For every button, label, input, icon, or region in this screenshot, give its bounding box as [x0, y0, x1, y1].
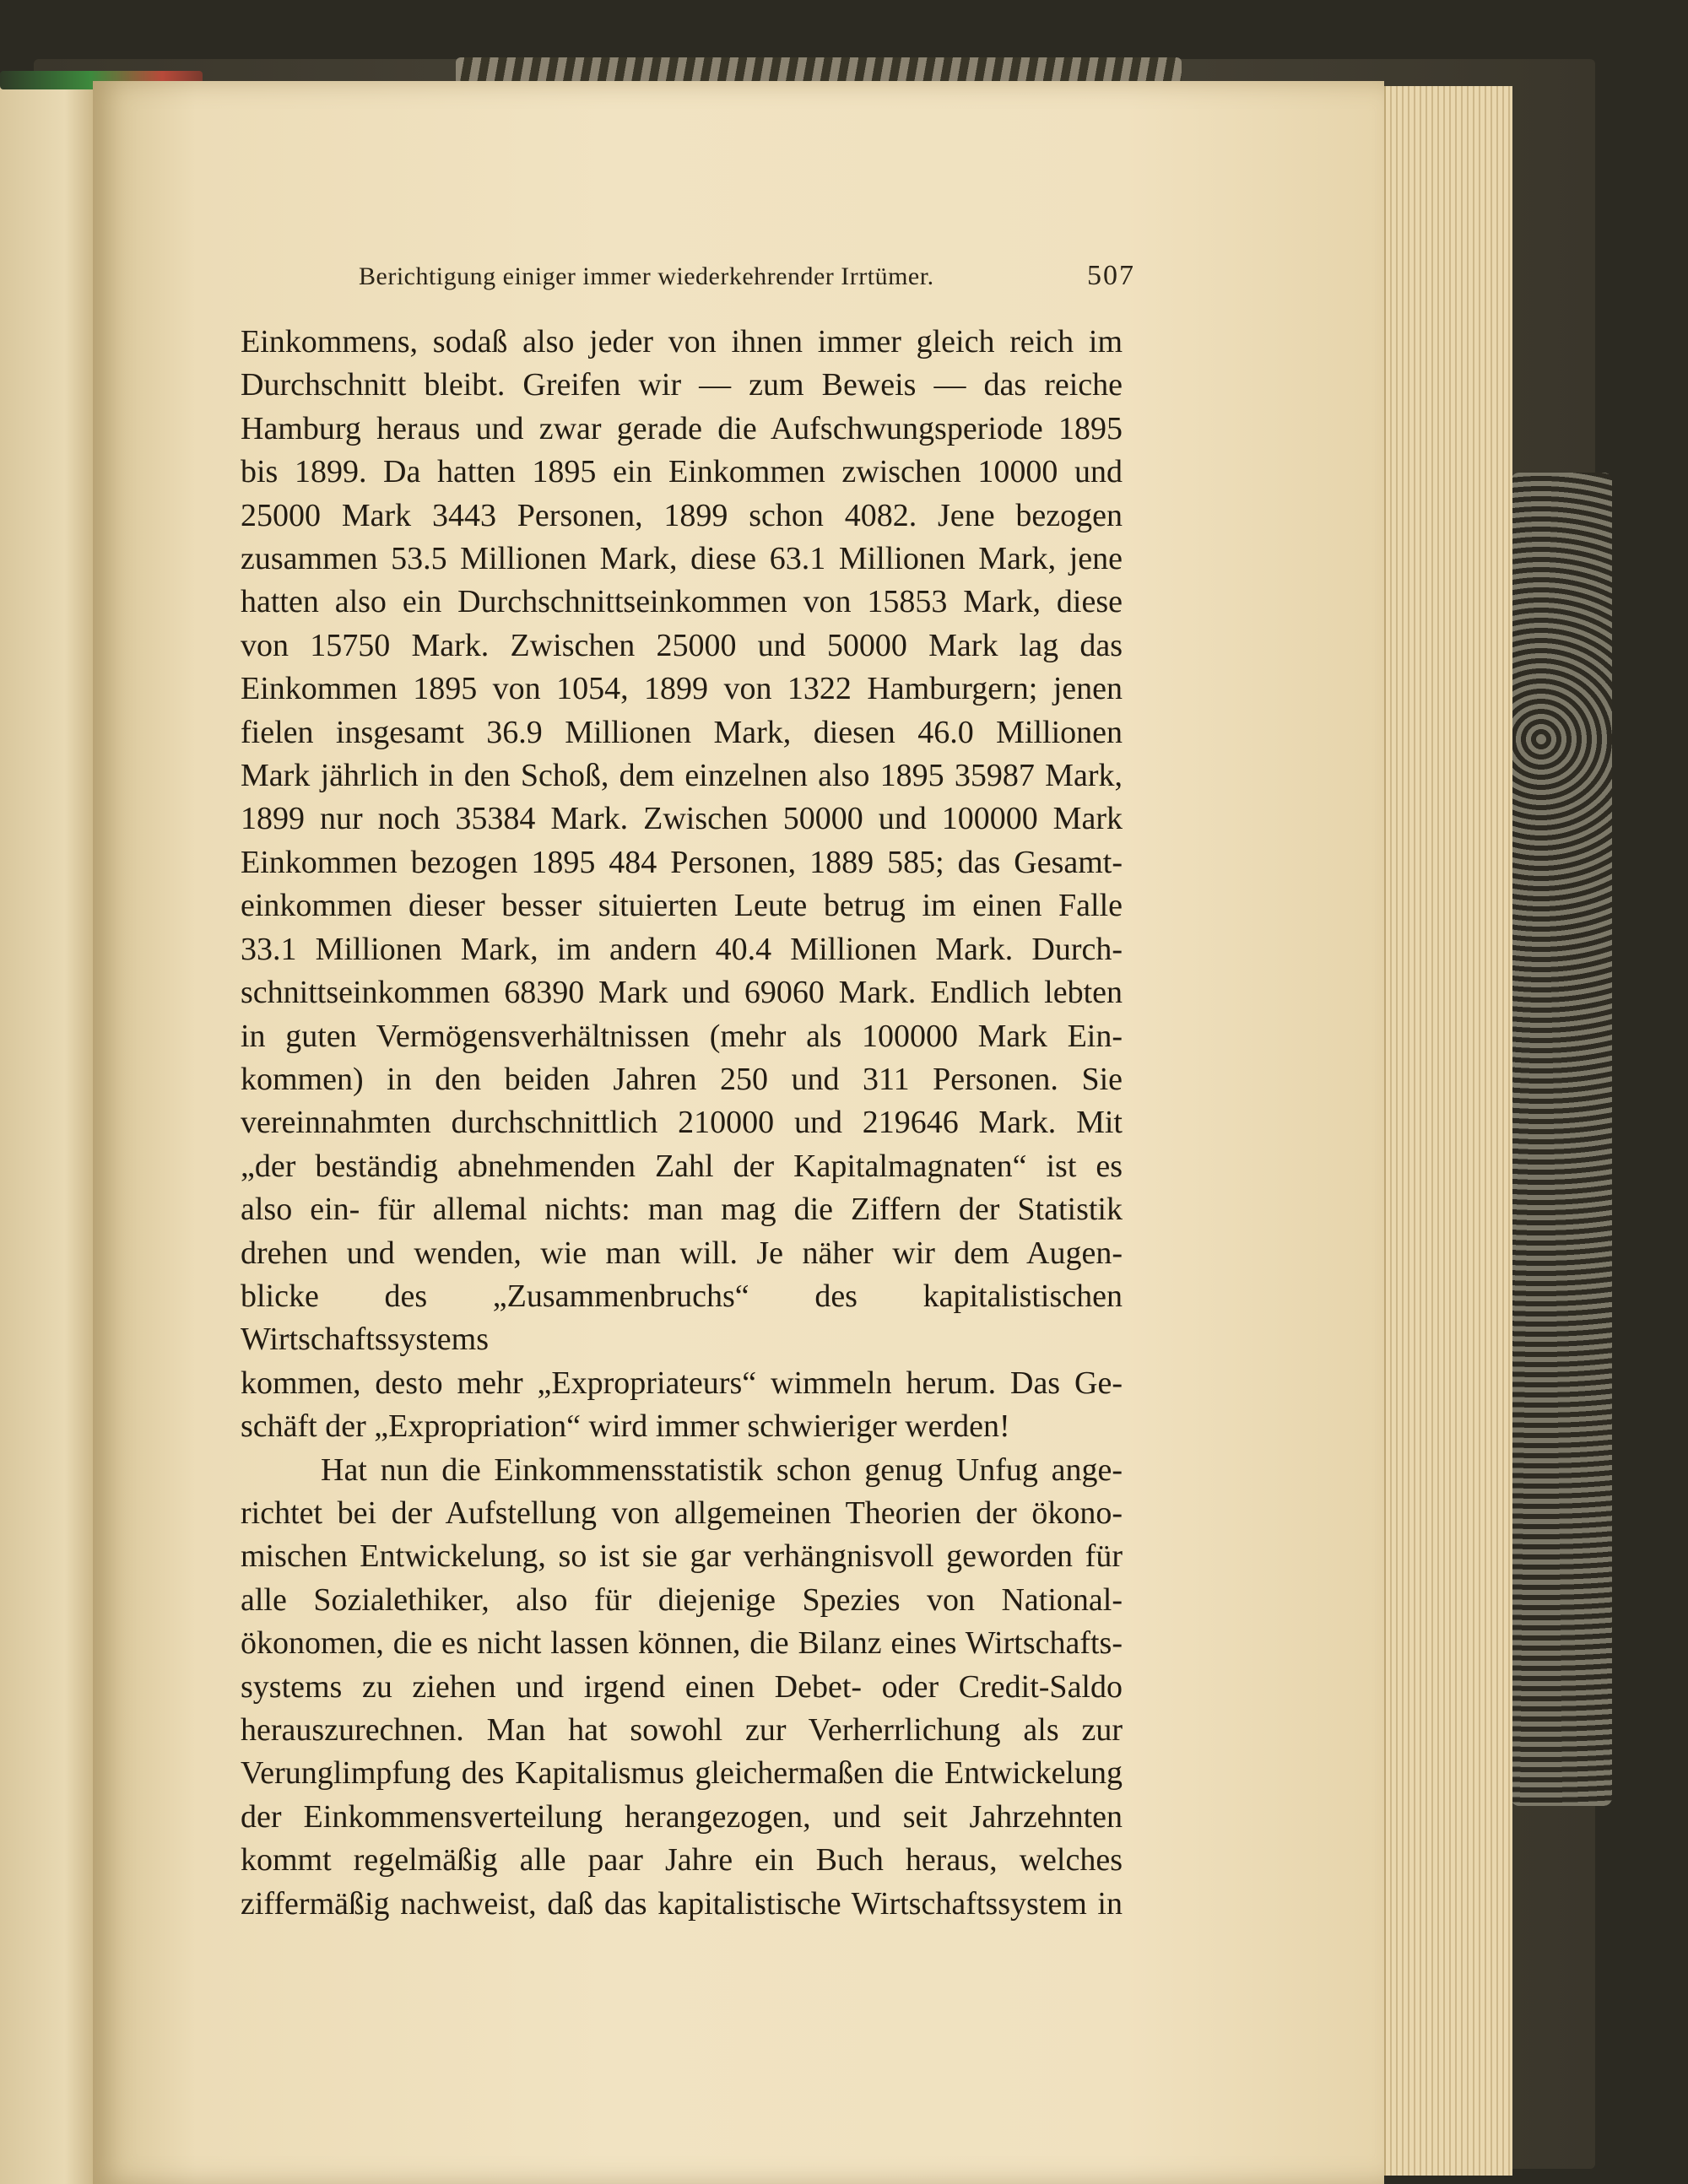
text-line: systems zu ziehen und irgend einen Debet- oder Credit-Saldo	[241, 1668, 1123, 1705]
text-line: Verunglimpfung des Kapitalismus gleichermaßen die Entwickelung	[241, 1755, 1123, 1792]
text-line: alle Sozialethiker, also für diejenige Spezies von National-	[241, 1581, 1123, 1618]
text-line: schäft der „Expropriation“ wird immer schwieriger werden!	[241, 1408, 1010, 1445]
page-header	[359, 260, 1135, 292]
text-line: 33.1 Millionen Mark, im andern 40.4 Millionen Mark. Durch-	[241, 931, 1123, 967]
page-number: 507	[1087, 260, 1135, 291]
text-line: ökonomen, die es nicht lassen können, die Bilanz eines Wirtschafts-	[241, 1625, 1123, 1662]
text-line: der Einkommensverteilung herangezogen, und seit Jahrzehnten	[241, 1798, 1123, 1835]
text-line: also ein- für allemal nichts: man mag die Ziffern der Statistik	[241, 1192, 1123, 1228]
text-line: von 15750 Mark. Zwischen 25000 und 50000 Mark lag das	[241, 627, 1123, 663]
text-line: Einkommen bezogen 1895 484 Personen, 1889 585; das Gesamt-	[241, 844, 1123, 880]
text-line: 25000 Mark 3443 Personen, 1899 schon 4082. Jene bezogen	[241, 497, 1123, 533]
text-line: Einkommens, sodaß also jeder von ihnen immer gleich reich im	[241, 324, 1123, 359]
text-line: kommt regelmäßig alle paar Jahre ein Buch heraus, welches	[241, 1842, 1123, 1879]
text-line: Hamburg heraus und zwar gerade die Aufschwungsperiode 1895	[241, 410, 1123, 446]
text-line: bis 1899. Da hatten 1895 ein Einkommen zwischen 10000 und	[241, 454, 1123, 490]
body-text	[241, 321, 1123, 1926]
text-line: hatten also ein Durchschnittseinkommen von 15853 Mark, diese	[241, 584, 1123, 620]
text-line: kommen, desto mehr „Expropriateurs“ wimmeln herum. Das Ge-	[241, 1365, 1123, 1401]
text-line: kommen) in den beiden Jahren 250 und 311 Personen. Sie	[241, 1061, 1123, 1097]
text-line: zusammen 53.5 Millionen Mark, diese 63.1 Millionen Mark, jene	[241, 541, 1123, 577]
text-line: Mark jährlich in den Schoß, dem einzelnen also 1895 35987 Mark,	[241, 758, 1123, 794]
text-line: einkommen dieser besser situierten Leute betrug im einen Falle	[241, 888, 1123, 924]
text-line: Durchschnitt bleibt. Greifen wir — zum Beweis — das reiche	[241, 367, 1123, 403]
text-line: vereinnahmten durchschnittlich 210000 und 219646 Mark. Mit	[241, 1105, 1123, 1141]
running-head: Berichtigung einiger immer wiederkehrender Irrtümer.	[359, 262, 934, 290]
text-line: „der beständig abnehmenden Zahl der Kapitalmagnaten“ ist es	[241, 1148, 1123, 1184]
text-line: drehen und wenden, wie man will. Je näher wir dem Augen-	[241, 1235, 1123, 1271]
text-line: blicke des „Zusammenbruchs“ des kapitalistischen Wirtschaftssystems	[241, 1278, 1123, 1358]
text-line: richtet bei der Aufstellung von allgemeinen Theorien der ökono-	[241, 1495, 1123, 1531]
text-line: in guten Vermögensverhältnissen (mehr als 100000 Mark Ein-	[241, 1018, 1123, 1054]
left-page-edge	[0, 86, 93, 2184]
text-line: fielen insgesamt 36.9 Millionen Mark, diesen 46.0 Millionen	[241, 714, 1123, 750]
text-line: Einkommen 1895 von 1054, 1899 von 1322 Hamburgern; jenen	[241, 671, 1123, 707]
page-edges	[1384, 86, 1512, 2176]
text-line: 1899 nur noch 35384 Mark. Zwischen 50000 und 100000 Mark	[241, 801, 1123, 837]
cover-ornament-right	[1511, 473, 1612, 1806]
text-line: ziffermäßig nachweist, daß das kapitalistische Wirtschaftssystem in	[241, 1885, 1123, 1922]
text-line: schnittseinkommen 68390 Mark und 69060 Mark. Endlich lebten	[241, 975, 1123, 1011]
text-line: Hat nun die Einkommensstatistik schon genug Unfug ange-	[321, 1451, 1123, 1488]
text-line: herauszurechnen. Man hat sowohl zur Verherrlichung als zur	[241, 1712, 1123, 1748]
text-line: mischen Entwickelung, so ist sie gar verhängnisvoll geworden für	[241, 1538, 1123, 1575]
